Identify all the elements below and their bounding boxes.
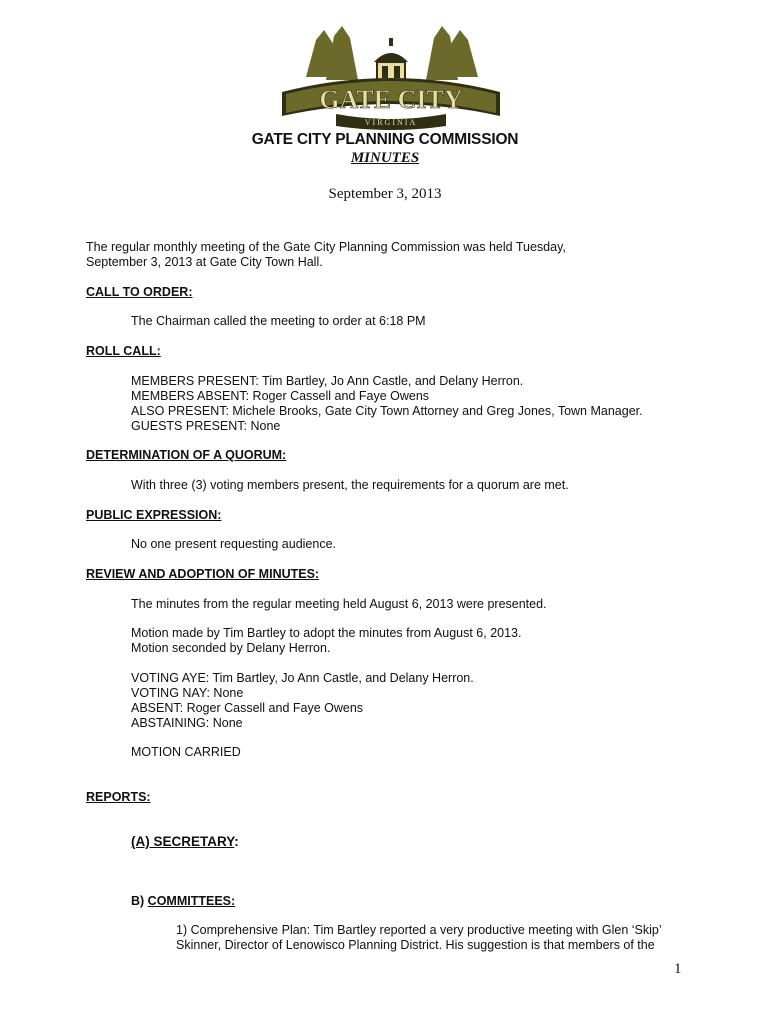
page-number: 1	[674, 961, 682, 977]
logo-sub-text: VIRGINIA	[364, 118, 418, 127]
comprehensive-plan-line: 1) Comprehensive Plan: Tim Bartley reported a very productive meeting with Glen ‘Skip’	[176, 923, 662, 937]
secretary-colon: :	[234, 834, 239, 849]
intro-line-2: September 3, 2013 at Gate City Town Hall.	[86, 255, 323, 269]
motion-line: Motion seconded by Delany Herron.	[131, 641, 331, 655]
roll-call-heading: ROLL CALL:	[86, 344, 161, 358]
call-to-order-text: The Chairman called the meeting to order at 6:18 PM	[131, 314, 426, 328]
vote-line: ABSENT: Roger Cassell and Faye Owens	[131, 701, 364, 715]
secretary-label: (A) SECRETARY	[131, 834, 235, 849]
call-to-order-heading: CALL TO ORDER:	[86, 285, 193, 299]
public-expression-heading: PUBLIC EXPRESSION:	[86, 508, 222, 522]
roll-call-line: ALSO PRESENT: Michele Brooks, Gate City Town Attorney and Greg Jones, Town Manager.	[131, 404, 643, 418]
vote-line: VOTING NAY: None	[131, 686, 244, 700]
minutes-review-heading: REVIEW AND ADOPTION OF MINUTES:	[86, 567, 320, 581]
roll-call-line: MEMBERS ABSENT: Roger Cassell and Faye Owens	[131, 389, 430, 403]
vote-line: ABSTAINING: None	[131, 716, 243, 730]
document-title: GATE CITY PLANNING COMMISSION	[251, 131, 519, 148]
public-expression-text: No one present requesting audience.	[131, 537, 337, 551]
committees-prefix: B)	[131, 894, 148, 908]
motion-line: Motion made by Tim Bartley to adopt the minutes from August 6, 2013.	[131, 626, 522, 640]
quorum-text: With three (3) voting members present, the requirements for a quorum are met.	[131, 478, 569, 492]
motion-result: MOTION CARRIED	[131, 745, 241, 759]
minutes-presented-text: The minutes from the regular meeting held August 6, 2013 were presented.	[131, 597, 547, 611]
roll-call-line: GUESTS PRESENT: None	[131, 419, 281, 433]
roll-call-line: MEMBERS PRESENT: Tim Bartley, Jo Ann Castle, and Delany Herron.	[131, 374, 524, 388]
logo-name-text: GATE CITY	[319, 85, 463, 114]
vote-line: VOTING AYE: Tim Bartley, Jo Ann Castle, and Delany Herron.	[131, 671, 474, 685]
committees-label: COMMITTEES:	[147, 894, 236, 908]
gazebo-icon	[374, 38, 408, 82]
reports-heading: REPORTS:	[86, 790, 151, 804]
committees-heading	[131, 894, 235, 908]
gate-city-logo	[276, 22, 506, 130]
document-subtitle: MINUTES	[350, 150, 420, 166]
quorum-heading: DETERMINATION OF A QUORUM:	[86, 448, 287, 462]
intro-line-1: The regular monthly meeting of the Gate City Planning Commission was held Tuesday,	[86, 240, 566, 254]
secretary-heading	[131, 834, 239, 849]
comprehensive-plan-line: Skinner, Director of Lenowisco Planning District. His suggestion is that members of the	[176, 938, 655, 952]
meeting-date: September 3, 2013	[328, 186, 442, 202]
